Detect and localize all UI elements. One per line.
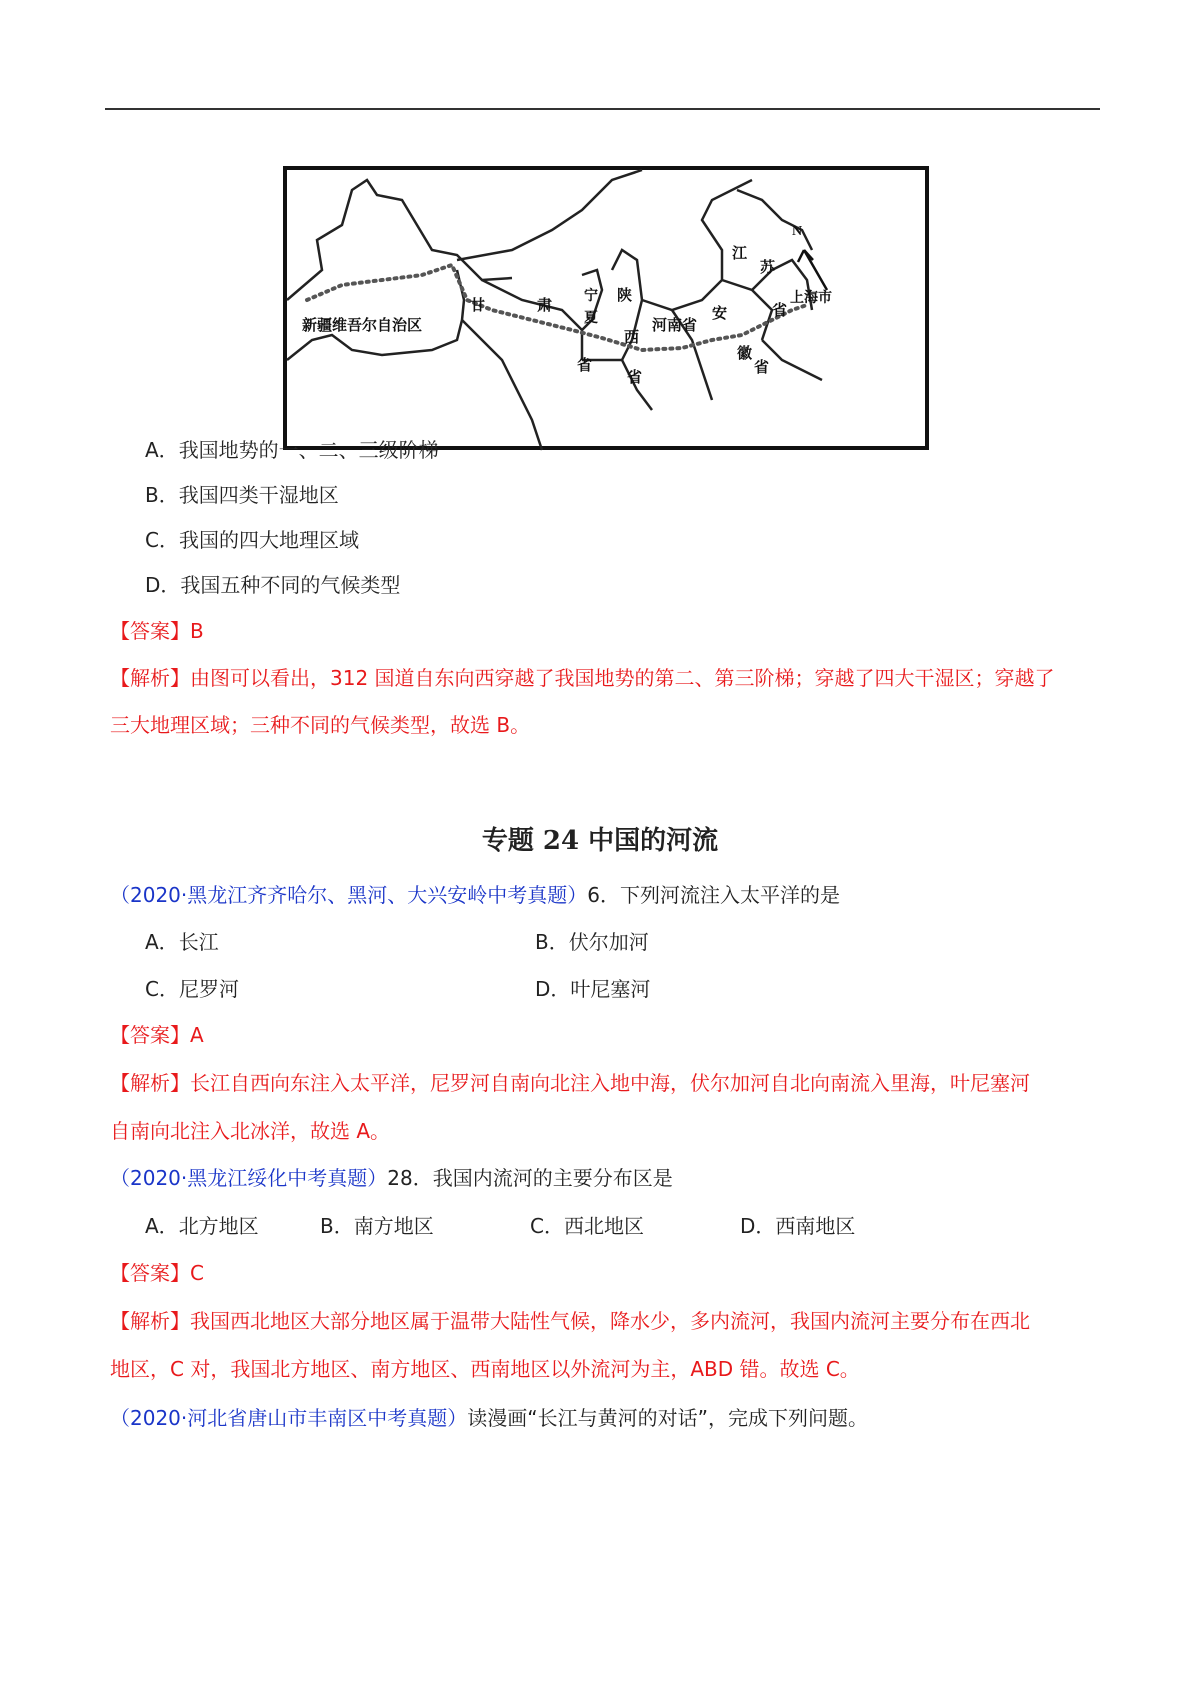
q5-option-d: D．我国五种不同的气候类型: [145, 573, 401, 597]
q28-option-c: C．西北地区: [530, 1214, 644, 1238]
label-hui: 徽: [737, 346, 753, 362]
label-su-js: 苏: [760, 260, 776, 276]
section-title: 专题 24 中国的河流: [481, 826, 719, 856]
label-shanghai: 上海市: [790, 291, 832, 306]
q5-option-a: A．我国地势的一、二、三级阶梯: [145, 438, 439, 462]
label-gan: 甘: [470, 298, 486, 314]
q5-analysis-line1: 【解析】由图可以看出，312 国道自东向西穿越了我国地势的第二、第三阶梯；穿越了四大干湿区；穿越了: [110, 666, 1055, 690]
q-next-stem: （2020·河北省唐山市丰南区中考真题）读漫画“长江与黄河的对话”，完成下列问题。: [110, 1406, 868, 1430]
label-an: 安: [712, 306, 728, 322]
q6-analysis-line2: 自南向北注入北冰洋，故选 A。: [110, 1119, 391, 1143]
label-sheng-sx: 省: [627, 370, 643, 386]
label-sheng-js: 省: [772, 303, 788, 319]
label-sheng-gs: 省: [577, 358, 593, 374]
q6-option-a: A．长江: [145, 930, 219, 954]
q6-source: （2020·黑龙江齐齐哈尔、黑河、大兴安岭中考真题）: [110, 883, 588, 907]
label-xi: 西: [624, 330, 640, 346]
q6-option-b: B．伏尔加河: [535, 930, 649, 954]
q6-stem: （2020·黑龙江齐齐哈尔、黑河、大兴安岭中考真题）6．下列河流注入太平洋的是: [110, 883, 840, 907]
q28-analysis-line2: 地区，C 对，我国北方地区、南方地区、西南地区以外流河为主，ABD 错。故选 C。: [110, 1357, 860, 1381]
q6-analysis-line1: 【解析】长江自西向东注入太平洋，尼罗河自南向北注入地中海，伏尔加河自北向南流入里海，叶尼塞河: [110, 1071, 1030, 1095]
q28-source: （2020·黑龙江绥化中考真题）: [110, 1166, 388, 1190]
q28-stem: （2020·黑龙江绥化中考真题）28．我国内流河的主要分布区是: [110, 1166, 673, 1190]
label-ning: 宁: [584, 289, 598, 304]
q5-answer: 【答案】B: [110, 619, 204, 643]
q5-analysis-line2: 三大地理区域；三种不同的气候类型，故选 B。: [110, 713, 531, 737]
q28-answer: 【答案】C: [110, 1261, 204, 1285]
q6-option-c: C．尼罗河: [145, 977, 239, 1001]
q6-answer: 【答案】A: [110, 1023, 204, 1047]
q28-analysis-line1: 【解析】我国西北地区大部分地区属于温带大陆性气候，降水少，多内流河，我国内流河主要分布在西北: [110, 1309, 1030, 1333]
q6-option-d: D．叶尼塞河: [535, 977, 651, 1001]
north-label: N: [792, 224, 803, 239]
label-xia: 夏: [584, 311, 598, 326]
q-next-source: （2020·河北省唐山市丰南区中考真题）: [110, 1406, 468, 1430]
map-frame: [285, 168, 927, 448]
q5-option-c: C．我国的四大地理区域: [145, 528, 359, 552]
q28-option-a: A．北方地区: [145, 1214, 259, 1238]
q5-option-b: B．我国四类干湿地区: [145, 483, 339, 507]
label-henan: 河南省: [652, 318, 698, 334]
header-rule: [105, 108, 1100, 110]
label-jiang: 江: [732, 246, 748, 262]
label-xinjiang: 新疆维吾尔自治区: [302, 318, 423, 334]
q28-option-b: B．南方地区: [320, 1214, 434, 1238]
route-312-map: [282, 160, 932, 452]
label-sheng-ah: 省: [754, 360, 770, 376]
label-shaan: 陕: [617, 288, 633, 304]
label-su-gs: 肃: [537, 298, 553, 314]
q28-option-d: D．西南地区: [740, 1214, 856, 1238]
